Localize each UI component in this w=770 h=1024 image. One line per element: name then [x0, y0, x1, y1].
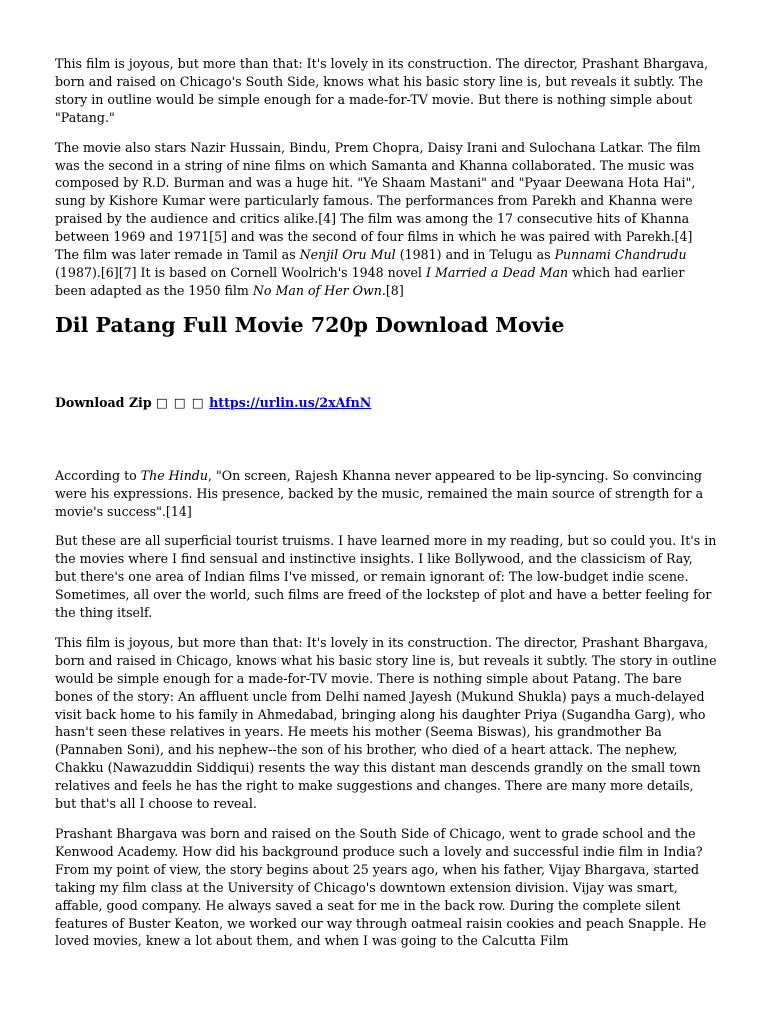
text-span: According to [55, 467, 141, 483]
page-heading: Dil Patang Full Movie 720p Download Movie [55, 312, 565, 337]
text-span: The movie also stars Nazir Hussain, Bindu, Prem Chopra, Daisy Irani and Sulochana Latkar. The film was the second in a string of nine films on which Samanta and Khanna collaborated. The music was composed by R.D. Burman and was a huge hit. "Ye Shaam Mastani" and "Pyaar Deewana Hota Hai", sung by Kishore Kumar were particularly famous. The performances from Parekh and Khanna were praised by the audience and critics alike.[4] The film was among the 17 consecutive hits of Khanna between 1969 and 1971[5] and was the second of four films in which he was paired with Parekh.[4] The film was later remade in Tamil as [55, 139, 701, 263]
download-label: Download Zip [55, 394, 152, 410]
text-span: , "On screen, Rajesh Khanna never appeared to be lip-syncing. So convincing were his expressions. His presence, backed by the music, remained the main source of strength for a movie's success".[14] [55, 467, 704, 519]
paragraph-story: This film is joyous, but more than that: It's lovely in its construction. The director, Prashant Bhargava, born and raised in Chicago, knows what his basic story line is, but reveals it subtly. The story in outline would be simple enough for a made-for-TV movie. There is nothing simple about Patang. The bare bones of the story: An affluent uncle from Delhi named Jayesh (Mukund Shukla) pays a much-delayed visit back home to his family in Ahmedabad, bringing along his daughter Priya (Sugandha Garg), who hasn't seen these relatives in years. He meets his mother (Seema Biswas), his grandmother Ba (Pannaben Soni), and his nephew--the son of his brother, who died of a heart attack. The nephew, Chakku (Nawazuddin Siddiqui) resents the way this distant man descends grandly on the small town relatives and feels he has the right to make suggestions and changes. There are many more details, but that's all I choose to reveal. [55, 634, 717, 812]
download-line [55, 394, 717, 412]
film-title: Nenjil Oru Mul [299, 247, 396, 263]
spacer [55, 412, 717, 467]
text-span: which had earlier been adapted as the 1950 film [55, 264, 685, 298]
placeholder-glyphs: □ □ □ [156, 394, 205, 410]
paragraph-intro: This film is joyous, but more than that: It's lovely in its construction. The director, Prashant Bhargava, born and raised on Chicago's South Side, knows what his basic story line is, but reveals it subtly. The story in outline would be simple enough for a made-for-TV movie. But there is nothing simple about "Patang." [55, 56, 709, 125]
download-link[interactable]: https://urlin.us/2xAfnN [209, 394, 372, 410]
film-title: No Man of Her Own [252, 282, 382, 298]
paragraph-truisms: But these are all superficial tourist truisms. I have learned more in my reading, but so could you. It's in the movies where I find sensual and instinctive insights. I like Bollywood, and the classicism of Ray, but there's one area of Indian films I've missed, or remain ignorant of: The low-budget indie scene. Sometimes, all over the world, such films are freed of the lockstep of plot and have a better feeling for the thing itself. [55, 533, 717, 621]
film-title: Punnami Chandrudu [554, 247, 687, 263]
text-span: (1987).[6][7] It is based on Cornell Woolrich's 1948 novel [55, 264, 426, 280]
text-span: (1981) and in Telugu as [395, 247, 555, 263]
novel-title: I Married a Dead Man [425, 264, 569, 280]
document-page [55, 55, 717, 962]
paragraph-hindu-quote [55, 467, 717, 521]
text-span: .[8] [381, 282, 404, 298]
publication-title: The Hindu [140, 467, 208, 483]
paragraph-background: Prashant Bhargava was born and raised on the South Side of Chicago, went to grade school and the Kenwood Academy. How did his background produce such a lovely and successful indie film in India? From my point of view, the story begins about 25 years ago, when his father, Vijay Bhargava, started taking my film class at the University of Chicago's downtown extension division. Vijay was smart, affable, good company. He always saved a seat for me in the back row. During the complete silent features of Buster Keaton, we worked our way through oatmeal raisin cookies and peach Snapple. He loved movies, knew a lot about them, and when I was going to the Calcutta Film [55, 826, 707, 949]
paragraph-cast [55, 139, 717, 300]
